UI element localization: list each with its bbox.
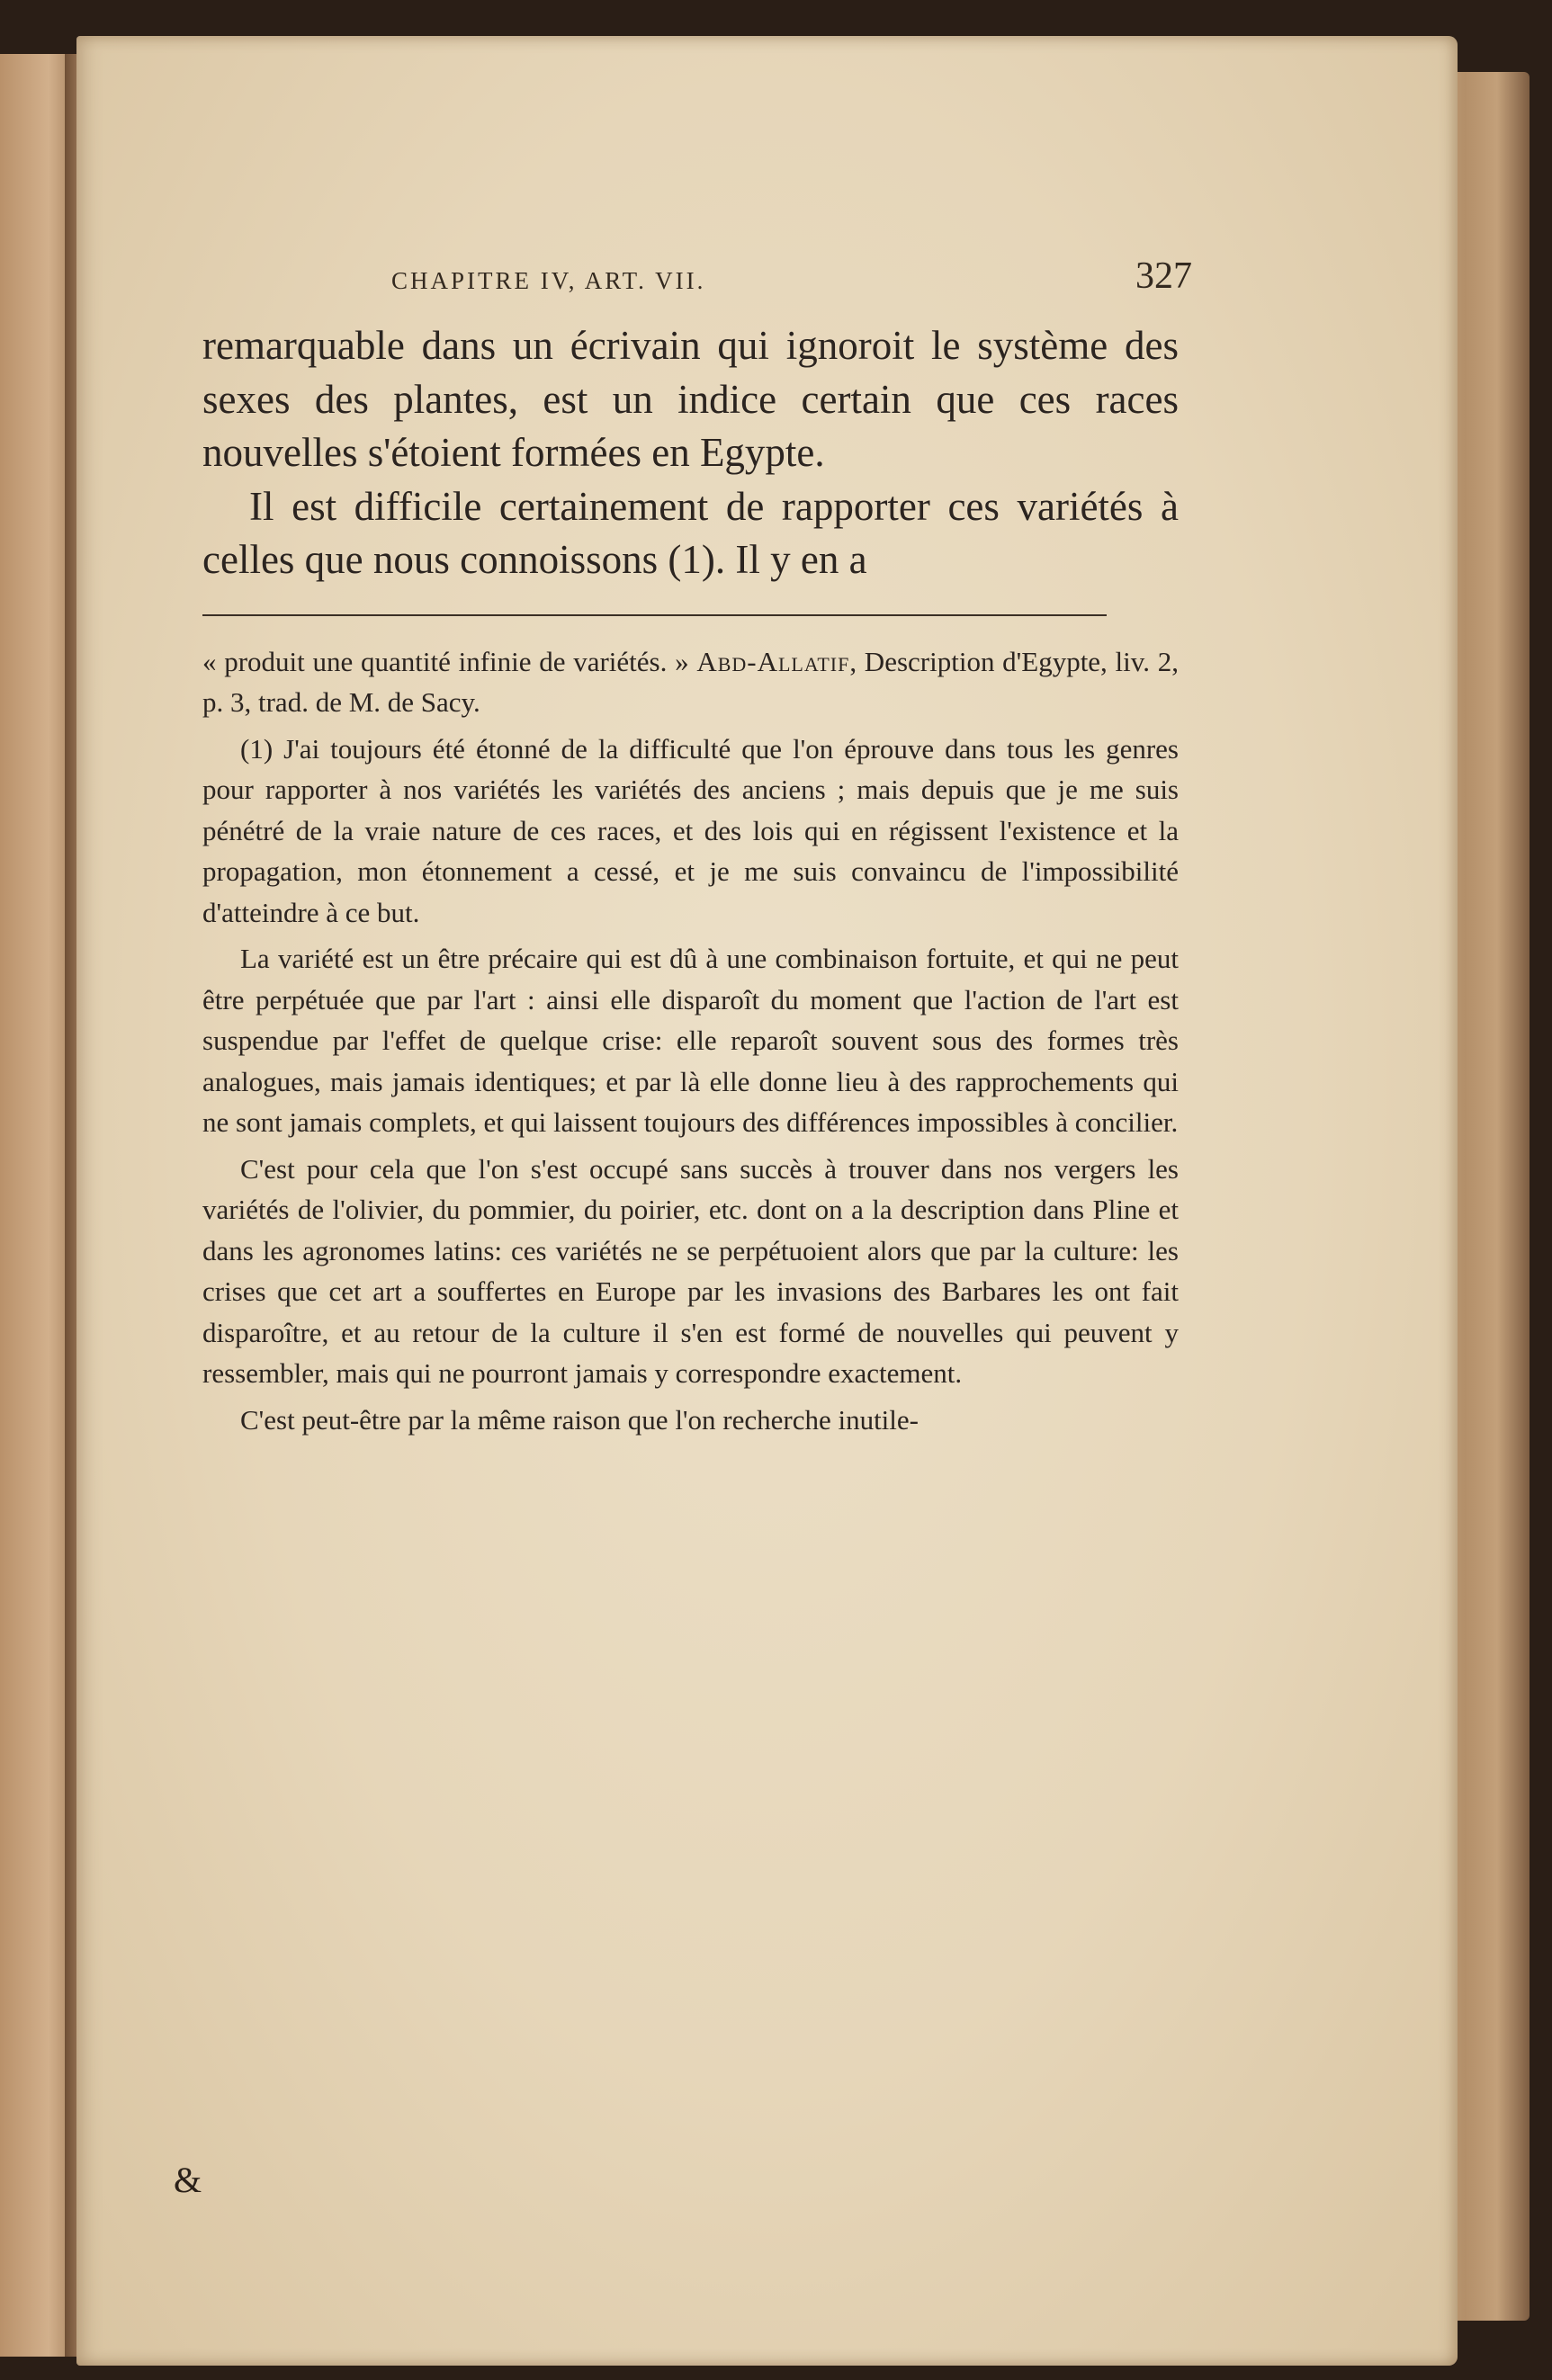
footnote-continuation: [202, 641, 1179, 723]
footnote-paragraph: C'est peut-être par la même raison que l'on recherche inutile-: [240, 1403, 919, 1436]
footnote-author: Abd-Allatif: [696, 645, 850, 677]
main-text: [202, 319, 1179, 587]
footnote-rule: [202, 614, 1107, 616]
running-head-title: CHAPITRE IV, ART. VII.: [391, 267, 706, 294]
main-paragraph: Il est difficile certainement de rapporter ces variétés à celles que nous connoissons (1). Il y en a: [202, 483, 1179, 582]
footnote-paragraph: (1) J'ai toujours été étonné de la difficulté que l'on éprouve dans tous les genres pour rapporter à nos variétés les variétés des anciens ; mais depuis que je me suis pénétré de la vraie nature de ces races, et des lois qui en régissent l'existence et la propagation, mon étonnement a cessé, et je me suis convaincu de l'impossibilité d'atteindre à ce but.: [202, 732, 1179, 928]
footnote-paragraph: La variété est un être précaire qui est dû à une combinaison fortuite, et qui ne peut être perpétuée que par l'art : ainsi elle disparoît du moment que l'action de l'art est suspendue par l'effet de quelque crise: elle reparoît souvent sous des formes très analogues, mais jamais identiques; et par là elle donne lieu à des rapprochements qui ne sont jamais complets, et qui laissent toujours des différences impossibles à concilier.: [202, 943, 1179, 1138]
footnote-citation: , Description d'Egypte, liv. 2, p. 3, trad. de M. de Sacy.: [202, 645, 1179, 718]
footnote-paragraph: C'est pour cela que l'on s'est occupé sans succès à trouver dans nos vergers les variétés de l'olivier, du pommier, du poirier, etc. dont on a la description dans Pline et dans les agronomes latins: ces variétés ne se perpétuoient alors que par la culture: les crises que cet art a souffertes en Europe par les invasions des Barbares les ont fait disparoître, et au retour de la culture il s'en est formé de nouvelles qui peuvent y ressembler, mais qui ne pourront jamais y correspondre exactement.: [202, 1152, 1179, 1389]
footnote-quote: « produit une quantité infinie de variétés. »: [202, 645, 697, 677]
running-head: [202, 238, 1192, 319]
page-number: 327: [1135, 255, 1192, 297]
main-paragraph: remarquable dans un écrivain qui ignoroit le système des sexes des plantes, est un indice certain que ces races nouvelles s'étoient formées en Egypte.: [202, 323, 1179, 475]
footnotes: [202, 641, 1179, 1441]
stray-ink-mark: &: [174, 2160, 202, 2200]
text-block: [202, 238, 1192, 1440]
